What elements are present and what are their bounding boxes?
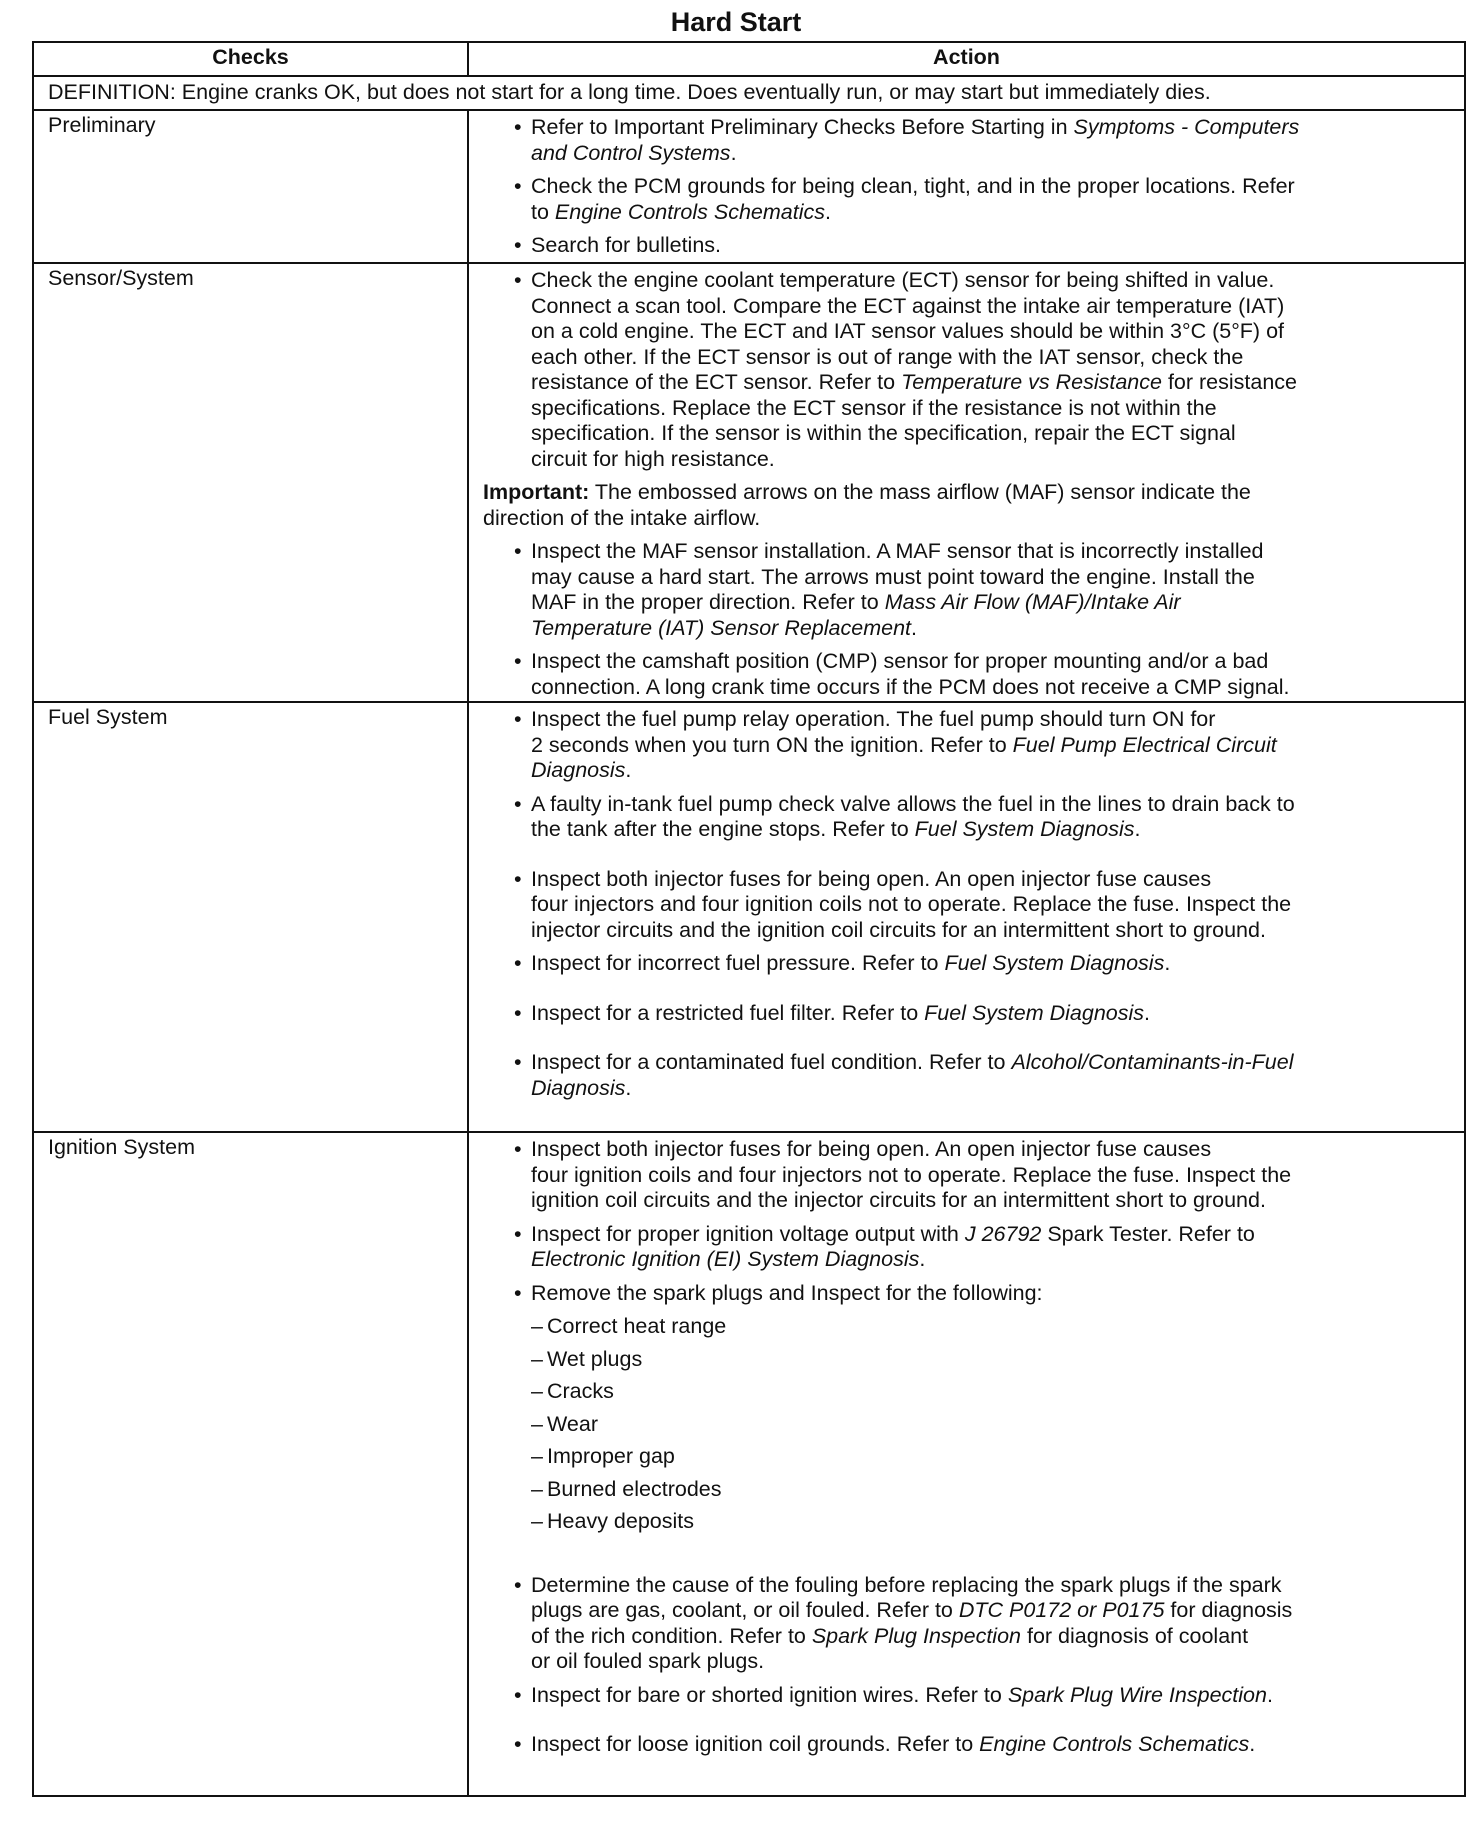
page-title: Hard Start <box>670 7 802 37</box>
check-category: Ignition System <box>34 1133 469 1795</box>
reference-link-text: Fuel System Diagnosis <box>924 1000 1145 1025</box>
reference-link-text: Mass Air Flow (MAF)/Intake Air Temperature (IAT) Sensor Replacement <box>531 590 1181 640</box>
text-segment: . <box>919 1247 926 1271</box>
text-segment: . <box>1164 951 1171 975</box>
text-segment: Inspect both injector fuses for being open. An open injector fuse causes four injectors and four ignition coils not to operate. Replace the fuse. Inspect the injector circuits and the ignition coil circuits for an intermittent short to ground. <box>531 866 1292 942</box>
bullet-icon: • <box>514 951 522 975</box>
dash-icon: – <box>531 1379 543 1403</box>
action-cell <box>469 111 1464 262</box>
bullet-icon: • <box>514 539 522 563</box>
action-bullet <box>469 1281 1464 1307</box>
sub-item <box>469 1412 1464 1438</box>
action-bullet <box>469 707 1464 784</box>
reference-link-text: Alcohol/Contaminants-in-Fuel Diagnosis <box>531 1050 1294 1100</box>
reference-link-text: Engine Controls Schematics <box>554 199 825 224</box>
text-segment: Inspect for a restricted fuel filter. Refer to <box>531 1000 925 1025</box>
action-bullet <box>469 649 1464 700</box>
dash-icon: – <box>531 1509 543 1533</box>
bullet-icon: • <box>514 1732 522 1756</box>
action-bullet <box>469 1222 1464 1273</box>
dash-icon: – <box>531 1346 543 1371</box>
reference-link-text: Fuel Pump Electrical Circuit Diagnosis <box>531 732 1277 782</box>
sub-item <box>469 1509 1464 1535</box>
text-segment: Wet plugs <box>547 1346 643 1371</box>
sub-item <box>469 1477 1464 1503</box>
reference-link-text: Temperature vs Resistance <box>901 370 1162 394</box>
text-segment: Inspect for a contaminated fuel condition. Refer to <box>531 1050 1012 1074</box>
text-segment: . <box>1266 1682 1273 1707</box>
text-segment: Check the engine coolant temperature (ECT) sensor for being shifted in value. Connect a scan tool. Compare the ECT against the intake air temperature (IAT) on a cold engine. The ECT and IAT sensor values should be within 3°C (5°F) of each other. If the ECT sensor is out of range with the IAT sensor, check the resistance of the ECT sensor. Refer to <box>531 268 1285 394</box>
header-action: Action <box>933 45 1000 69</box>
action-bullet <box>469 1001 1464 1027</box>
bullet-icon: • <box>514 1000 522 1025</box>
reference-link-text: Fuel System Diagnosis <box>914 817 1135 841</box>
text-segment: Check the PCM grounds for being clean, tight, and in the proper locations. Refer to <box>531 174 1295 224</box>
action-bullet <box>469 268 1464 472</box>
text-segment: Inspect the fuel pump relay operation. The fuel pump should turn ON for 2 seconds when you turn ON the ignition. Refer to <box>531 707 1216 757</box>
check-category: Fuel System <box>34 703 469 1131</box>
action-bullet <box>469 174 1464 225</box>
bullet-icon: • <box>514 1572 522 1597</box>
text-segment: for resistance specifications. Replace the ECT sensor if the resistance is not within the specification. If the sensor is within the specification, repair the ECT signal circuit for high resistance. <box>531 370 1298 471</box>
text-segment: Inspect for loose ignition coil grounds. Refer to <box>531 1732 980 1756</box>
sub-item <box>469 1314 1464 1340</box>
definition-row <box>34 77 1464 111</box>
bullet-icon: • <box>514 115 522 139</box>
bullet-icon: • <box>514 268 522 292</box>
text-segment: for diagnosis of coolant or oil fouled spark plugs. <box>531 1623 1249 1673</box>
text-segment: Inspect for bare or shorted ignition wires. Refer to <box>531 1682 1008 1707</box>
sub-item <box>469 1444 1464 1470</box>
text-segment: Determine the cause of the fouling before replacing the spark plugs if the spark plugs are gas, coolant, or oil fouled. Refer to <box>531 1572 1282 1622</box>
dash-icon: – <box>531 1444 543 1468</box>
bullet-icon: • <box>514 233 522 257</box>
text-segment: Improper gap <box>547 1444 675 1468</box>
bullet-icon: • <box>514 649 522 673</box>
text-segment: . <box>824 199 831 224</box>
action-bullet <box>469 1050 1464 1101</box>
action-cell <box>469 264 1464 701</box>
bullet-icon: • <box>514 866 522 891</box>
action-bullet <box>469 539 1464 641</box>
text-segment: Inspect the MAF sensor installation. A MAF sensor that is incorrectly installed may cause a hard start. The arrows must point toward the engine. Install the MAF in the proper direction. Refer to <box>531 539 1264 614</box>
action-bullet <box>469 115 1464 166</box>
bullet-icon: • <box>514 1280 522 1305</box>
text-segment: . <box>1134 817 1141 841</box>
reference-link-text: J 26792 <box>964 1221 1042 1246</box>
bullet-icon: • <box>514 1137 522 1161</box>
bullet-icon: • <box>514 1221 522 1246</box>
action-bullet <box>469 792 1464 843</box>
text-segment: . <box>1249 1732 1256 1756</box>
text-segment: Correct heat range <box>547 1314 727 1338</box>
text-segment: Refer to Important Preliminary Checks Before Starting in <box>531 115 1074 139</box>
reference-link-text: Spark Plug Wire Inspection <box>1007 1682 1267 1707</box>
text-segment: Wear <box>547 1411 598 1436</box>
reference-link-text: Fuel System Diagnosis <box>944 951 1165 975</box>
dash-icon: – <box>531 1476 543 1501</box>
text-segment: The embossed arrows on the mass airflow (MAF) sensor indicate the direction of the intake airflow. <box>483 480 1251 530</box>
action-bullet <box>469 1683 1464 1709</box>
bullet-icon: • <box>514 174 522 198</box>
dash-icon: – <box>531 1314 543 1338</box>
reference-link-text: Spark Plug Inspection <box>811 1623 1021 1648</box>
sub-item <box>469 1379 1464 1405</box>
text-segment: for diagnosis of the rich condition. Refer to <box>531 1598 1293 1648</box>
reference-link-text: Symptoms - Computers and Control Systems <box>531 115 1300 165</box>
action-bullet <box>469 1732 1464 1758</box>
reference-link-text: DTC P0172 or P0175 <box>958 1598 1165 1622</box>
text-segment: . <box>625 1075 632 1100</box>
action-bullet <box>469 233 1464 259</box>
text-segment: Important: <box>483 480 590 504</box>
text-segment: Remove the spark plugs and Inspect for the following: <box>531 1280 1043 1305</box>
text-segment: Inspect for proper ignition voltage output with <box>531 1221 965 1246</box>
text-segment: . <box>625 758 632 782</box>
text-segment: Heavy deposits <box>547 1509 694 1533</box>
text-segment: . <box>1144 1000 1151 1025</box>
action-cell <box>469 1133 1464 1795</box>
bullet-icon: • <box>514 1050 522 1074</box>
text-segment: . <box>911 615 917 640</box>
text-segment: Cracks <box>547 1379 614 1403</box>
text-segment: Inspect both injector fuses for being open. An open injector fuse causes four ignition coils and four injectors not to operate. Replace the fuse. Inspect the ignition coil circuits and the injector circuits for an intermittent short to ground. <box>531 1137 1292 1212</box>
reference-link-text: Engine Controls Schematics <box>979 1732 1250 1756</box>
definition-text: DEFINITION: Engine cranks OK, but does not start for a long time. Does eventually run, or may start but immediately dies. <box>48 80 1211 104</box>
table-row <box>34 264 1464 703</box>
check-category: Preliminary <box>34 111 469 262</box>
action-bullet <box>469 951 1464 977</box>
header-checks: Checks <box>34 43 469 75</box>
bullet-icon: • <box>514 1682 522 1707</box>
table-header-row <box>34 43 1464 77</box>
text-segment: Burned electrodes <box>547 1476 722 1501</box>
text-segment: A faulty in-tank fuel pump check valve allows the fuel in the lines to drain back to the tank after the engine stops. Refer to <box>531 791 1295 841</box>
check-category: Sensor/System <box>34 264 469 701</box>
action-bullet <box>469 867 1464 944</box>
bullet-icon: • <box>514 791 522 816</box>
sub-item <box>469 1347 1464 1373</box>
text-segment: . <box>730 140 737 165</box>
table-row <box>34 703 1464 1133</box>
reference-link-text: Electronic Ignition (EI) System Diagnosis <box>531 1247 920 1271</box>
table-row <box>34 1133 1464 1795</box>
text-segment: Inspect the camshaft position (CMP) sensor for proper mounting and/or a bad connection. A long crank time occurs if the PCM does not receive a CMP signal. <box>531 649 1290 699</box>
dash-icon: – <box>531 1411 543 1436</box>
action-cell <box>469 703 1464 1131</box>
bullet-icon: • <box>514 707 522 731</box>
text-segment: Spark Tester. Refer to <box>1047 1221 1255 1246</box>
table-row <box>34 111 1464 264</box>
text-segment: Inspect for incorrect fuel pressure. Refer to <box>531 951 945 975</box>
action-bullet <box>469 1573 1464 1675</box>
action-bullet <box>469 1137 1464 1214</box>
hard-start-table <box>32 41 1466 1797</box>
text-segment: Search for bulletins. <box>531 233 722 257</box>
important-note <box>469 480 1464 531</box>
